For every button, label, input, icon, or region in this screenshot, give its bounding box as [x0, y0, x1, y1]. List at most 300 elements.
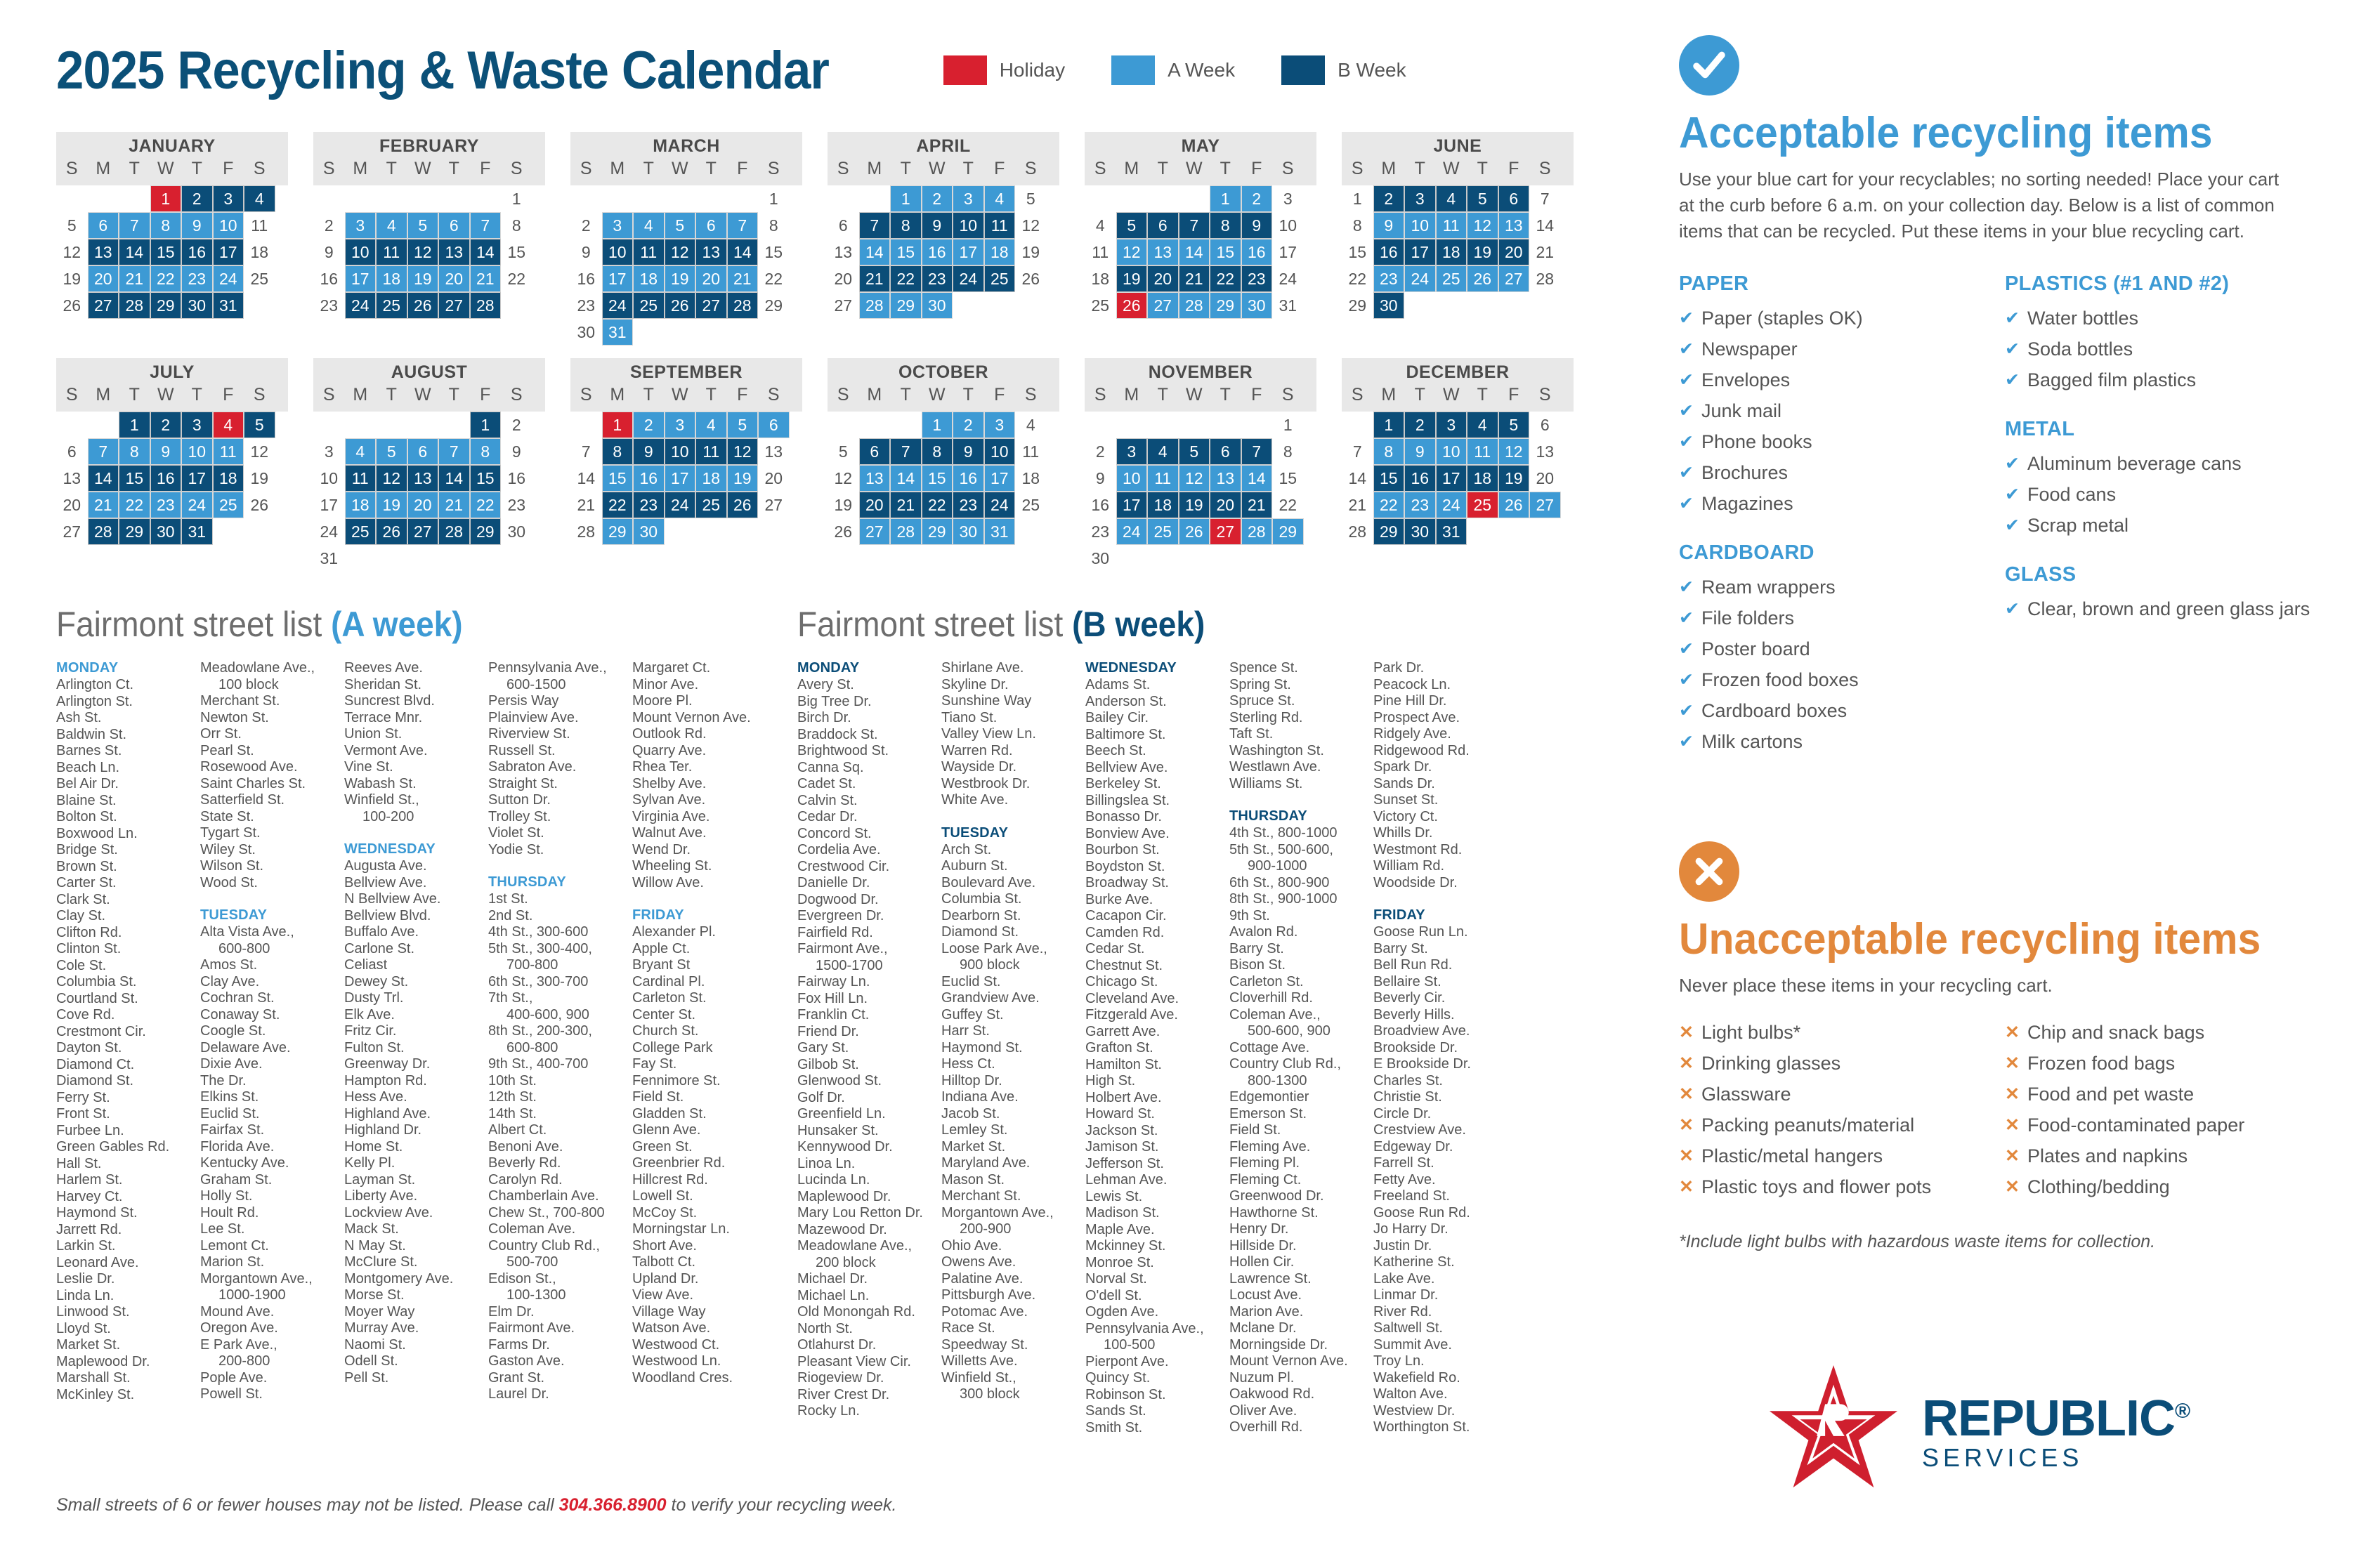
day-cell[interactable]: 17 — [320, 495, 339, 514]
day-cell[interactable]: 14 — [1241, 465, 1273, 492]
day-cell[interactable]: 27 — [438, 292, 470, 319]
day-cell[interactable]: 23 — [922, 265, 953, 292]
day-cell[interactable]: 11 — [345, 465, 377, 492]
day-cell[interactable]: 17 — [984, 465, 1016, 492]
day-cell[interactable]: 17 — [665, 465, 696, 492]
day-cell[interactable]: 27 — [88, 292, 119, 319]
day-cell[interactable]: 10 — [953, 212, 984, 239]
day-cell[interactable]: 6 — [838, 216, 848, 235]
day-cell[interactable]: 19 — [834, 495, 853, 514]
day-cell[interactable]: 31 — [1279, 296, 1297, 315]
day-cell[interactable]: 25 — [984, 265, 1016, 292]
day-cell[interactable]: 1 — [119, 412, 150, 438]
day-cell[interactable]: 29 — [1272, 518, 1304, 545]
day-cell[interactable]: 17 — [1116, 492, 1148, 518]
day-cell[interactable]: 24 — [953, 265, 984, 292]
day-cell[interactable]: 25 — [250, 269, 269, 288]
day-cell[interactable]: 14 — [859, 239, 891, 265]
day-cell[interactable]: 22 — [602, 492, 634, 518]
day-cell[interactable]: 23 — [1404, 492, 1436, 518]
day-cell[interactable]: 6 — [438, 212, 470, 239]
day-cell[interactable]: 23 — [953, 492, 984, 518]
day-cell[interactable]: 20 — [1147, 265, 1179, 292]
day-cell[interactable]: 24 — [345, 292, 377, 319]
day-cell[interactable]: 26 — [1498, 492, 1530, 518]
day-cell[interactable]: 21 — [470, 265, 502, 292]
day-cell[interactable]: 19 — [1021, 242, 1040, 261]
day-cell[interactable]: 1 — [150, 185, 182, 212]
day-cell[interactable]: 18 — [1436, 239, 1467, 265]
day-cell[interactable]: 14 — [890, 465, 922, 492]
day-cell[interactable]: 14 — [470, 239, 502, 265]
day-cell[interactable]: 14 — [1348, 468, 1367, 487]
day-cell[interactable]: 8 — [1210, 212, 1241, 239]
day-cell[interactable]: 9 — [581, 242, 591, 261]
day-cell[interactable]: 20 — [1498, 239, 1530, 265]
day-cell[interactable]: 16 — [507, 468, 526, 487]
day-cell[interactable]: 25 — [1091, 296, 1110, 315]
day-cell[interactable]: 7 — [438, 438, 470, 465]
day-cell[interactable]: 8 — [922, 438, 953, 465]
day-cell[interactable]: 30 — [922, 292, 953, 319]
day-cell[interactable]: 25 — [1467, 492, 1498, 518]
contact-phone[interactable]: 304.366.8900 — [558, 1495, 667, 1515]
day-cell[interactable]: 8 — [890, 212, 922, 239]
day-cell[interactable]: 9 — [1404, 438, 1436, 465]
day-cell[interactable]: 3 — [181, 412, 213, 438]
day-cell[interactable]: 4 — [213, 412, 244, 438]
day-cell[interactable]: 14 — [119, 239, 150, 265]
day-cell[interactable]: 18 — [695, 465, 727, 492]
day-cell[interactable]: 31 — [984, 518, 1016, 545]
day-cell[interactable]: 5 — [407, 212, 439, 239]
day-cell[interactable]: 1 — [890, 185, 922, 212]
day-cell[interactable]: 18 — [250, 242, 269, 261]
day-cell[interactable]: 13 — [438, 239, 470, 265]
day-cell[interactable]: 25 — [633, 292, 665, 319]
day-cell[interactable]: 18 — [633, 265, 665, 292]
day-cell[interactable]: 7 — [470, 212, 502, 239]
day-cell[interactable]: 26 — [1021, 269, 1040, 288]
day-cell[interactable]: 25 — [695, 492, 727, 518]
day-cell[interactable]: 13 — [407, 465, 439, 492]
day-cell[interactable]: 15 — [1279, 468, 1297, 487]
day-cell[interactable]: 5 — [665, 212, 696, 239]
day-cell[interactable]: 3 — [602, 212, 634, 239]
day-cell[interactable]: 2 — [511, 415, 521, 434]
day-cell[interactable]: 27 — [859, 518, 891, 545]
day-cell[interactable]: 1 — [922, 412, 953, 438]
day-cell[interactable]: 27 — [63, 522, 81, 541]
day-cell[interactable]: 1 — [470, 412, 502, 438]
day-cell[interactable]: 8 — [1283, 442, 1293, 461]
day-cell[interactable]: 7 — [119, 212, 150, 239]
day-cell[interactable]: 7 — [1540, 189, 1550, 208]
day-cell[interactable]: 22 — [890, 265, 922, 292]
day-cell[interactable]: 12 — [1021, 216, 1040, 235]
day-cell[interactable]: 29 — [150, 292, 182, 319]
day-cell[interactable]: 10 — [1116, 465, 1148, 492]
day-cell[interactable]: 18 — [1091, 269, 1110, 288]
day-cell[interactable]: 8 — [1373, 438, 1405, 465]
day-cell[interactable]: 3 — [1404, 185, 1436, 212]
day-cell[interactable]: 27 — [1147, 292, 1179, 319]
day-cell[interactable]: 30 — [150, 518, 182, 545]
day-cell[interactable]: 30 — [1091, 548, 1110, 567]
day-cell[interactable]: 28 — [88, 518, 119, 545]
day-cell[interactable]: 26 — [376, 518, 407, 545]
day-cell[interactable]: 3 — [953, 185, 984, 212]
day-cell[interactable]: 6 — [88, 212, 119, 239]
day-cell[interactable]: 24 — [984, 492, 1016, 518]
day-cell[interactable]: 12 — [834, 468, 853, 487]
day-cell[interactable]: 27 — [1529, 492, 1561, 518]
day-cell[interactable]: 12 — [250, 442, 269, 461]
day-cell[interactable]: 22 — [150, 265, 182, 292]
day-cell[interactable]: 9 — [324, 242, 334, 261]
day-cell[interactable]: 7 — [88, 438, 119, 465]
day-cell[interactable]: 13 — [764, 442, 783, 461]
day-cell[interactable]: 26 — [1467, 265, 1498, 292]
day-cell[interactable]: 27 — [764, 495, 783, 514]
day-cell[interactable]: 22 — [922, 492, 953, 518]
day-cell[interactable]: 12 — [727, 438, 759, 465]
day-cell[interactable]: 3 — [984, 412, 1016, 438]
day-cell[interactable]: 19 — [63, 269, 81, 288]
day-cell[interactable]: 5 — [1467, 185, 1498, 212]
day-cell[interactable]: 18 — [1021, 468, 1040, 487]
day-cell[interactable]: 22 — [1373, 492, 1405, 518]
day-cell[interactable]: 11 — [1467, 438, 1498, 465]
day-cell[interactable]: 2 — [181, 185, 213, 212]
day-cell[interactable]: 15 — [1348, 242, 1367, 261]
day-cell[interactable]: 15 — [1210, 239, 1241, 265]
day-cell[interactable]: 20 — [438, 265, 470, 292]
day-cell[interactable]: 13 — [834, 242, 853, 261]
day-cell[interactable]: 12 — [407, 239, 439, 265]
day-cell[interactable]: 10 — [984, 438, 1016, 465]
day-cell[interactable]: 20 — [407, 492, 439, 518]
day-cell[interactable]: 26 — [407, 292, 439, 319]
day-cell[interactable]: 7 — [581, 442, 591, 461]
day-cell[interactable]: 21 — [1536, 242, 1555, 261]
day-cell[interactable]: 31 — [213, 292, 244, 319]
day-cell[interactable]: 12 — [1498, 438, 1530, 465]
day-cell[interactable]: 19 — [250, 468, 269, 487]
day-cell[interactable]: 6 — [1210, 438, 1241, 465]
day-cell[interactable]: 8 — [602, 438, 634, 465]
day-cell[interactable]: 23 — [1241, 265, 1273, 292]
day-cell[interactable]: 28 — [1348, 522, 1367, 541]
day-cell[interactable]: 5 — [1498, 412, 1530, 438]
day-cell[interactable]: 4 — [1147, 438, 1179, 465]
day-cell[interactable]: 26 — [665, 292, 696, 319]
day-cell[interactable]: 11 — [633, 239, 665, 265]
day-cell[interactable]: 17 — [1279, 242, 1297, 261]
day-cell[interactable]: 25 — [1021, 495, 1040, 514]
day-cell[interactable]: 30 — [1373, 292, 1405, 319]
day-cell[interactable]: 8 — [119, 438, 150, 465]
day-cell[interactable]: 9 — [922, 212, 953, 239]
day-cell[interactable]: 8 — [1352, 216, 1362, 235]
day-cell[interactable]: 29 — [764, 296, 783, 315]
day-cell[interactable]: 2 — [1241, 185, 1273, 212]
day-cell[interactable]: 22 — [1348, 269, 1367, 288]
day-cell[interactable]: 4 — [345, 438, 377, 465]
day-cell[interactable]: 16 — [320, 269, 339, 288]
day-cell[interactable]: 5 — [1179, 438, 1210, 465]
day-cell[interactable]: 9 — [633, 438, 665, 465]
day-cell[interactable]: 21 — [727, 265, 759, 292]
day-cell[interactable]: 28 — [727, 292, 759, 319]
day-cell[interactable]: 28 — [470, 292, 502, 319]
day-cell[interactable]: 21 — [1348, 495, 1367, 514]
day-cell[interactable]: 13 — [63, 468, 81, 487]
day-cell[interactable]: 4 — [633, 212, 665, 239]
day-cell[interactable]: 20 — [859, 492, 891, 518]
day-cell[interactable]: 29 — [890, 292, 922, 319]
day-cell[interactable]: 23 — [320, 296, 339, 315]
day-cell[interactable]: 10 — [320, 468, 339, 487]
day-cell[interactable]: 25 — [1436, 265, 1467, 292]
day-cell[interactable]: 22 — [1210, 265, 1241, 292]
day-cell[interactable]: 26 — [834, 522, 853, 541]
day-cell[interactable]: 10 — [181, 438, 213, 465]
day-cell[interactable]: 22 — [470, 492, 502, 518]
day-cell[interactable]: 21 — [1179, 265, 1210, 292]
day-cell[interactable]: 12 — [1467, 212, 1498, 239]
day-cell[interactable]: 31 — [1436, 518, 1467, 545]
day-cell[interactable]: 23 — [1091, 522, 1110, 541]
day-cell[interactable]: 15 — [1373, 465, 1405, 492]
day-cell[interactable]: 12 — [63, 242, 81, 261]
day-cell[interactable]: 14 — [1536, 216, 1555, 235]
day-cell[interactable]: 11 — [1092, 242, 1109, 261]
day-cell[interactable]: 10 — [665, 438, 696, 465]
day-cell[interactable]: 12 — [1179, 465, 1210, 492]
day-cell[interactable]: 3 — [345, 212, 377, 239]
day-cell[interactable]: 21 — [119, 265, 150, 292]
day-cell[interactable]: 17 — [213, 239, 244, 265]
day-cell[interactable]: 7 — [727, 212, 759, 239]
day-cell[interactable]: 10 — [1279, 216, 1297, 235]
day-cell[interactable]: 4 — [1467, 412, 1498, 438]
day-cell[interactable]: 23 — [577, 296, 596, 315]
day-cell[interactable]: 1 — [1352, 189, 1362, 208]
day-cell[interactable]: 13 — [1210, 465, 1241, 492]
day-cell[interactable]: 4 — [1026, 415, 1035, 434]
day-cell[interactable]: 6 — [1540, 415, 1550, 434]
day-cell[interactable]: 3 — [1283, 189, 1293, 208]
day-cell[interactable]: 14 — [1179, 239, 1210, 265]
day-cell[interactable]: 28 — [1241, 518, 1273, 545]
day-cell[interactable]: 26 — [1179, 518, 1210, 545]
day-cell[interactable]: 12 — [376, 465, 407, 492]
day-cell[interactable]: 13 — [695, 239, 727, 265]
day-cell[interactable]: 25 — [1147, 518, 1179, 545]
day-cell[interactable]: 11 — [984, 212, 1016, 239]
day-cell[interactable]: 10 — [1436, 438, 1467, 465]
day-cell[interactable]: 15 — [507, 242, 526, 261]
day-cell[interactable]: 28 — [119, 292, 150, 319]
day-cell[interactable]: 17 — [181, 465, 213, 492]
day-cell[interactable]: 21 — [890, 492, 922, 518]
day-cell[interactable]: 13 — [1536, 442, 1555, 461]
day-cell[interactable]: 16 — [1373, 239, 1405, 265]
day-cell[interactable]: 14 — [577, 468, 596, 487]
day-cell[interactable]: 15 — [922, 465, 953, 492]
day-cell[interactable]: 26 — [63, 296, 81, 315]
day-cell[interactable]: 24 — [1279, 269, 1297, 288]
day-cell[interactable]: 20 — [63, 495, 81, 514]
day-cell[interactable]: 4 — [1436, 185, 1467, 212]
day-cell[interactable]: 5 — [838, 442, 848, 461]
day-cell[interactable]: 20 — [88, 265, 119, 292]
day-cell[interactable]: 7 — [1352, 442, 1362, 461]
day-cell[interactable]: 24 — [1116, 518, 1148, 545]
day-cell[interactable]: 31 — [602, 319, 634, 346]
day-cell[interactable]: 28 — [890, 518, 922, 545]
day-cell[interactable]: 31 — [320, 548, 339, 567]
day-cell[interactable]: 2 — [581, 216, 591, 235]
day-cell[interactable]: 24 — [213, 265, 244, 292]
day-cell[interactable]: 5 — [67, 216, 77, 235]
day-cell[interactable]: 16 — [150, 465, 182, 492]
day-cell[interactable]: 9 — [181, 212, 213, 239]
day-cell[interactable]: 9 — [1373, 212, 1405, 239]
day-cell[interactable]: 29 — [602, 518, 634, 545]
day-cell[interactable]: 24 — [1436, 492, 1467, 518]
day-cell[interactable]: 8 — [150, 212, 182, 239]
day-cell[interactable]: 24 — [181, 492, 213, 518]
day-cell[interactable]: 6 — [1147, 212, 1179, 239]
day-cell[interactable]: 17 — [953, 239, 984, 265]
day-cell[interactable]: 15 — [764, 242, 783, 261]
day-cell[interactable]: 29 — [470, 518, 502, 545]
day-cell[interactable]: 28 — [438, 518, 470, 545]
day-cell[interactable]: 21 — [438, 492, 470, 518]
day-cell[interactable]: 29 — [119, 518, 150, 545]
day-cell[interactable]: 23 — [1373, 265, 1405, 292]
day-cell[interactable]: 9 — [511, 442, 521, 461]
day-cell[interactable]: 5 — [1026, 189, 1035, 208]
day-cell[interactable]: 2 — [633, 412, 665, 438]
day-cell[interactable]: 30 — [1241, 292, 1273, 319]
day-cell[interactable]: 29 — [1348, 296, 1367, 315]
day-cell[interactable]: 10 — [213, 212, 244, 239]
day-cell[interactable]: 29 — [922, 518, 953, 545]
day-cell[interactable]: 20 — [1536, 468, 1555, 487]
day-cell[interactable]: 11 — [695, 438, 727, 465]
day-cell[interactable]: 18 — [345, 492, 377, 518]
day-cell[interactable]: 2 — [922, 185, 953, 212]
day-cell[interactable]: 28 — [1536, 269, 1555, 288]
day-cell[interactable]: 24 — [320, 522, 339, 541]
day-cell[interactable]: 9 — [1095, 468, 1105, 487]
day-cell[interactable]: 2 — [1095, 442, 1105, 461]
day-cell[interactable]: 16 — [1404, 465, 1436, 492]
day-cell[interactable]: 20 — [1210, 492, 1241, 518]
day-cell[interactable]: 27 — [1498, 265, 1530, 292]
day-cell[interactable]: 6 — [67, 442, 77, 461]
day-cell[interactable]: 10 — [602, 239, 634, 265]
day-cell[interactable]: 13 — [88, 239, 119, 265]
day-cell[interactable]: 3 — [665, 412, 696, 438]
day-cell[interactable]: 17 — [602, 265, 634, 292]
day-cell[interactable]: 6 — [695, 212, 727, 239]
day-cell[interactable]: 23 — [507, 495, 526, 514]
day-cell[interactable]: 9 — [1241, 212, 1273, 239]
day-cell[interactable]: 2 — [953, 412, 984, 438]
day-cell[interactable]: 3 — [324, 442, 334, 461]
day-cell[interactable]: 17 — [345, 265, 377, 292]
day-cell[interactable]: 21 — [88, 492, 119, 518]
day-cell[interactable]: 22 — [507, 269, 526, 288]
day-cell[interactable]: 28 — [859, 292, 891, 319]
day-cell[interactable]: 22 — [1279, 495, 1297, 514]
day-cell[interactable]: 15 — [602, 465, 634, 492]
day-cell[interactable]: 15 — [150, 239, 182, 265]
day-cell[interactable]: 3 — [1116, 438, 1148, 465]
day-cell[interactable]: 2 — [1373, 185, 1405, 212]
day-cell[interactable]: 27 — [1210, 518, 1241, 545]
day-cell[interactable]: 24 — [602, 292, 634, 319]
day-cell[interactable]: 6 — [859, 438, 891, 465]
day-cell[interactable]: 26 — [1116, 292, 1148, 319]
day-cell[interactable]: 18 — [984, 239, 1016, 265]
day-cell[interactable]: 12 — [1116, 239, 1148, 265]
day-cell[interactable]: 19 — [376, 492, 407, 518]
day-cell[interactable]: 9 — [150, 438, 182, 465]
day-cell[interactable]: 2 — [150, 412, 182, 438]
day-cell[interactable]: 1 — [1210, 185, 1241, 212]
day-cell[interactable]: 16 — [1091, 495, 1110, 514]
day-cell[interactable]: 17 — [1436, 465, 1467, 492]
day-cell[interactable]: 30 — [953, 518, 984, 545]
day-cell[interactable]: 4 — [1095, 216, 1105, 235]
day-cell[interactable]: 11 — [1436, 212, 1467, 239]
day-cell[interactable]: 19 — [407, 265, 439, 292]
day-cell[interactable]: 8 — [769, 216, 778, 235]
day-cell[interactable]: 20 — [764, 468, 783, 487]
day-cell[interactable]: 7 — [890, 438, 922, 465]
day-cell[interactable]: 27 — [407, 518, 439, 545]
day-cell[interactable]: 28 — [1179, 292, 1210, 319]
day-cell[interactable]: 20 — [695, 265, 727, 292]
day-cell[interactable]: 4 — [695, 412, 727, 438]
day-cell[interactable]: 21 — [859, 265, 891, 292]
day-cell[interactable]: 12 — [665, 239, 696, 265]
day-cell[interactable]: 26 — [727, 492, 759, 518]
day-cell[interactable]: 5 — [376, 438, 407, 465]
day-cell[interactable]: 1 — [1373, 412, 1405, 438]
day-cell[interactable]: 30 — [181, 292, 213, 319]
day-cell[interactable]: 27 — [695, 292, 727, 319]
day-cell[interactable]: 13 — [859, 465, 891, 492]
day-cell[interactable]: 2 — [1404, 412, 1436, 438]
day-cell[interactable]: 24 — [665, 492, 696, 518]
day-cell[interactable]: 18 — [1147, 492, 1179, 518]
day-cell[interactable]: 13 — [1498, 212, 1530, 239]
day-cell[interactable]: 31 — [181, 518, 213, 545]
day-cell[interactable]: 15 — [890, 239, 922, 265]
day-cell[interactable]: 30 — [633, 518, 665, 545]
day-cell[interactable]: 29 — [1210, 292, 1241, 319]
day-cell[interactable]: 18 — [213, 465, 244, 492]
day-cell[interactable]: 18 — [1467, 465, 1498, 492]
day-cell[interactable]: 17 — [1404, 239, 1436, 265]
day-cell[interactable]: 3 — [213, 185, 244, 212]
